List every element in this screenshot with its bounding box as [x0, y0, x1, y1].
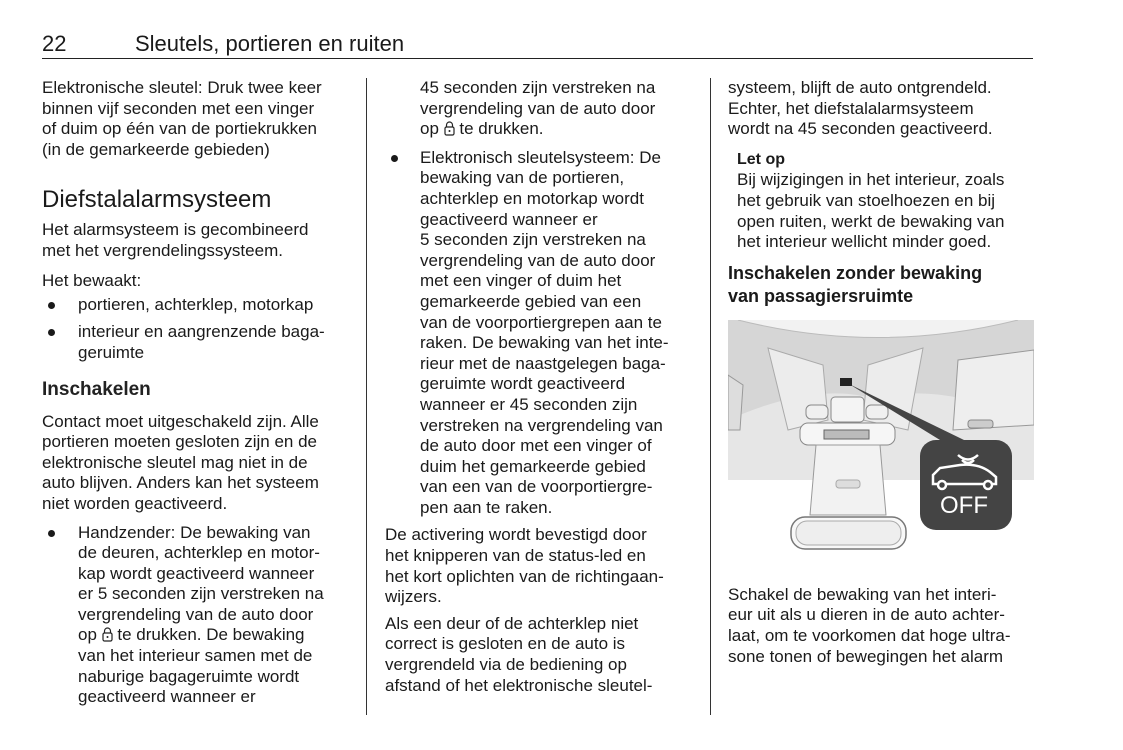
- column-3: [728, 78, 1034, 667]
- column-divider: [710, 78, 711, 715]
- text-line: Elektronische sleutel: Druk twee keer: [42, 78, 322, 97]
- section-heading: Diefstalalarmsysteem: [42, 185, 272, 213]
- text-line: van passagiersruimte: [728, 285, 914, 306]
- text-line: met het vergrendelingssysteem.: [42, 240, 283, 260]
- column-2: [385, 78, 705, 696]
- bullet-item: [385, 148, 705, 519]
- paragraph: [385, 78, 705, 140]
- text-line: Bij wijzigingen in het interieur, zoals: [737, 170, 1005, 190]
- text-line: afstand of het elektronische sleutel-: [385, 675, 653, 695]
- text-line: auto blijven. Anders kan het systeem: [42, 473, 319, 493]
- text-line: interieur en aangrenzende baga-: [78, 322, 325, 342]
- text-line: wordt na 45 seconden geactiveerd.: [728, 119, 993, 139]
- text-line: wanneer er 45 seconden zijn: [420, 394, 638, 414]
- bullet-icon: [48, 530, 55, 537]
- subsection-heading: Inschakelen: [42, 378, 151, 400]
- text-line: 5 seconden zijn verstreken na: [420, 230, 646, 250]
- text-line: het interieur wellicht minder goed.: [737, 232, 992, 252]
- bullet-item: [42, 295, 362, 316]
- paragraph: [42, 271, 362, 292]
- text-line: binnen vijf seconden met een vinger: [42, 98, 315, 118]
- paragraph: [42, 412, 362, 515]
- text-fragment: op: [420, 119, 439, 139]
- text-line: elektronische sleutel mag niet in de: [42, 452, 308, 472]
- subsection-heading: [728, 262, 1034, 308]
- text-line: Schakel de bewaking van het interi-: [728, 584, 997, 604]
- paragraph: [728, 585, 1034, 667]
- column-divider: [366, 78, 367, 715]
- text-line: portieren, achterklep, motorkap: [78, 294, 314, 314]
- text-line: raken. De bewaking van het inte-: [420, 333, 669, 353]
- bullet-icon: [391, 155, 398, 162]
- text-line: pen aan te raken.: [420, 497, 553, 517]
- column-1: [42, 78, 362, 708]
- text-line: Elektronisch sleutelsysteem: De: [420, 147, 661, 167]
- text-line: Het alarmsysteem is gecombineerd: [42, 219, 309, 239]
- text-line: kap wordt geactiveerd wanneer: [78, 563, 315, 583]
- header-rule: [42, 58, 1033, 59]
- text-line: open ruiten, werkt de bewaking van: [737, 211, 1005, 231]
- text-line: van het interieur samen met de: [78, 646, 313, 666]
- text-line: Contact moet uitgeschakeld zijn. Alle: [42, 411, 319, 431]
- text-line: Het bewaakt:: [42, 271, 142, 291]
- bullet-item: [42, 322, 362, 363]
- text-line: vergrendeling van de auto door: [420, 98, 656, 118]
- note-title: Let op: [737, 150, 785, 168]
- text-line: vergrendeling van de auto door: [78, 604, 314, 624]
- text-line: [420, 119, 705, 140]
- text-fragment: te drukken. De bewaking: [117, 625, 305, 645]
- monitoring-off-button: [840, 378, 852, 386]
- page-number: 22: [42, 31, 67, 56]
- paragraph: [385, 525, 705, 607]
- text-line: Als een deur of de achterklep niet: [385, 613, 639, 633]
- text-line: wijzers.: [385, 587, 442, 607]
- text-line: van een van de voorportiergre-: [420, 477, 653, 497]
- text-line: geruimte: [78, 342, 145, 362]
- overhead-console-illustration: [728, 320, 1034, 570]
- text-line: rieur met de naastgelegen baga-: [420, 353, 666, 373]
- text-line: er 5 seconden zijn verstreken na: [78, 584, 324, 604]
- text-line: de auto door met een vinger of: [420, 436, 652, 456]
- text-line: [78, 625, 362, 646]
- overhead-console-figure: [728, 320, 1034, 570]
- text-line: geactiveerd wanneer er: [420, 209, 598, 229]
- bullet-icon: [48, 302, 55, 309]
- text-line: eur uit als u dieren in de auto achter-: [728, 605, 1005, 625]
- text-line: of duim op één van de portiekrukken: [42, 119, 318, 139]
- text-line: laat, om te voorkomen dat hoge ultra-: [728, 625, 1011, 645]
- text-line: 45 seconden zijn verstreken na: [420, 78, 656, 97]
- text-line: de deuren, achterklep en motor-: [78, 543, 320, 563]
- text-line: Inschakelen zonder bewaking: [728, 262, 983, 283]
- text-line: geactiveerd wanneer er: [78, 687, 256, 707]
- text-line: De activering wordt bevestigd door: [385, 525, 647, 545]
- text-line: duim het gemarkeerde gebied: [420, 456, 646, 476]
- off-label: OFF: [940, 491, 988, 519]
- text-line: sone tonen of bewegingen het alarm: [728, 646, 1004, 666]
- text-line: het gebruik van stoelhoezen en bij: [737, 190, 996, 210]
- text-line: bewaking van de portieren,: [420, 168, 625, 188]
- paragraph: [42, 220, 362, 261]
- text-line: correct is gesloten en de auto is: [385, 634, 626, 654]
- text-line: het knipperen van de status-led en: [385, 546, 646, 566]
- text-line: gemarkeerde gebied van een: [420, 291, 642, 311]
- text-fragment: te drukken.: [459, 119, 544, 139]
- note-box: [728, 150, 1034, 253]
- text-fragment: op: [78, 625, 97, 645]
- text-line: vergrendeld via de bediening op: [385, 655, 627, 675]
- text-line: met een vinger of duim het: [420, 271, 622, 291]
- text-line: systeem, blijft de auto ontgrendeld.: [728, 78, 992, 97]
- text-line: vergrendeling van de auto door: [420, 250, 656, 270]
- text-line: achterklep en motorkap wordt: [420, 188, 644, 208]
- paragraph: [385, 614, 705, 696]
- lock-icon: [444, 121, 455, 136]
- text-line: het kort oplichten van de richtingaan-: [385, 566, 664, 586]
- text-line: van de voorportiergrepen aan te: [420, 312, 662, 332]
- text-line: portieren moeten gesloten zijn en de: [42, 432, 318, 452]
- page-title: Sleutels, portieren en ruiten: [135, 31, 405, 56]
- text-line: naburige bagageruimte wordt: [78, 666, 300, 686]
- paragraph: [42, 78, 362, 160]
- text-line: verstreken na vergrendeling van: [420, 415, 663, 435]
- paragraph: [728, 78, 1034, 140]
- bullet-item: [42, 523, 362, 708]
- text-line: Handzender: De bewaking van: [78, 522, 311, 542]
- text-line: geruimte wordt geactiveerd: [420, 374, 626, 394]
- text-line: niet worden geactiveerd.: [42, 493, 228, 513]
- text-line: Echter, het diefstalalarmsysteem: [728, 98, 974, 118]
- text-line: (in de gemarkeerde gebieden): [42, 139, 270, 159]
- lock-icon: [102, 627, 113, 642]
- bullet-icon: [48, 329, 55, 336]
